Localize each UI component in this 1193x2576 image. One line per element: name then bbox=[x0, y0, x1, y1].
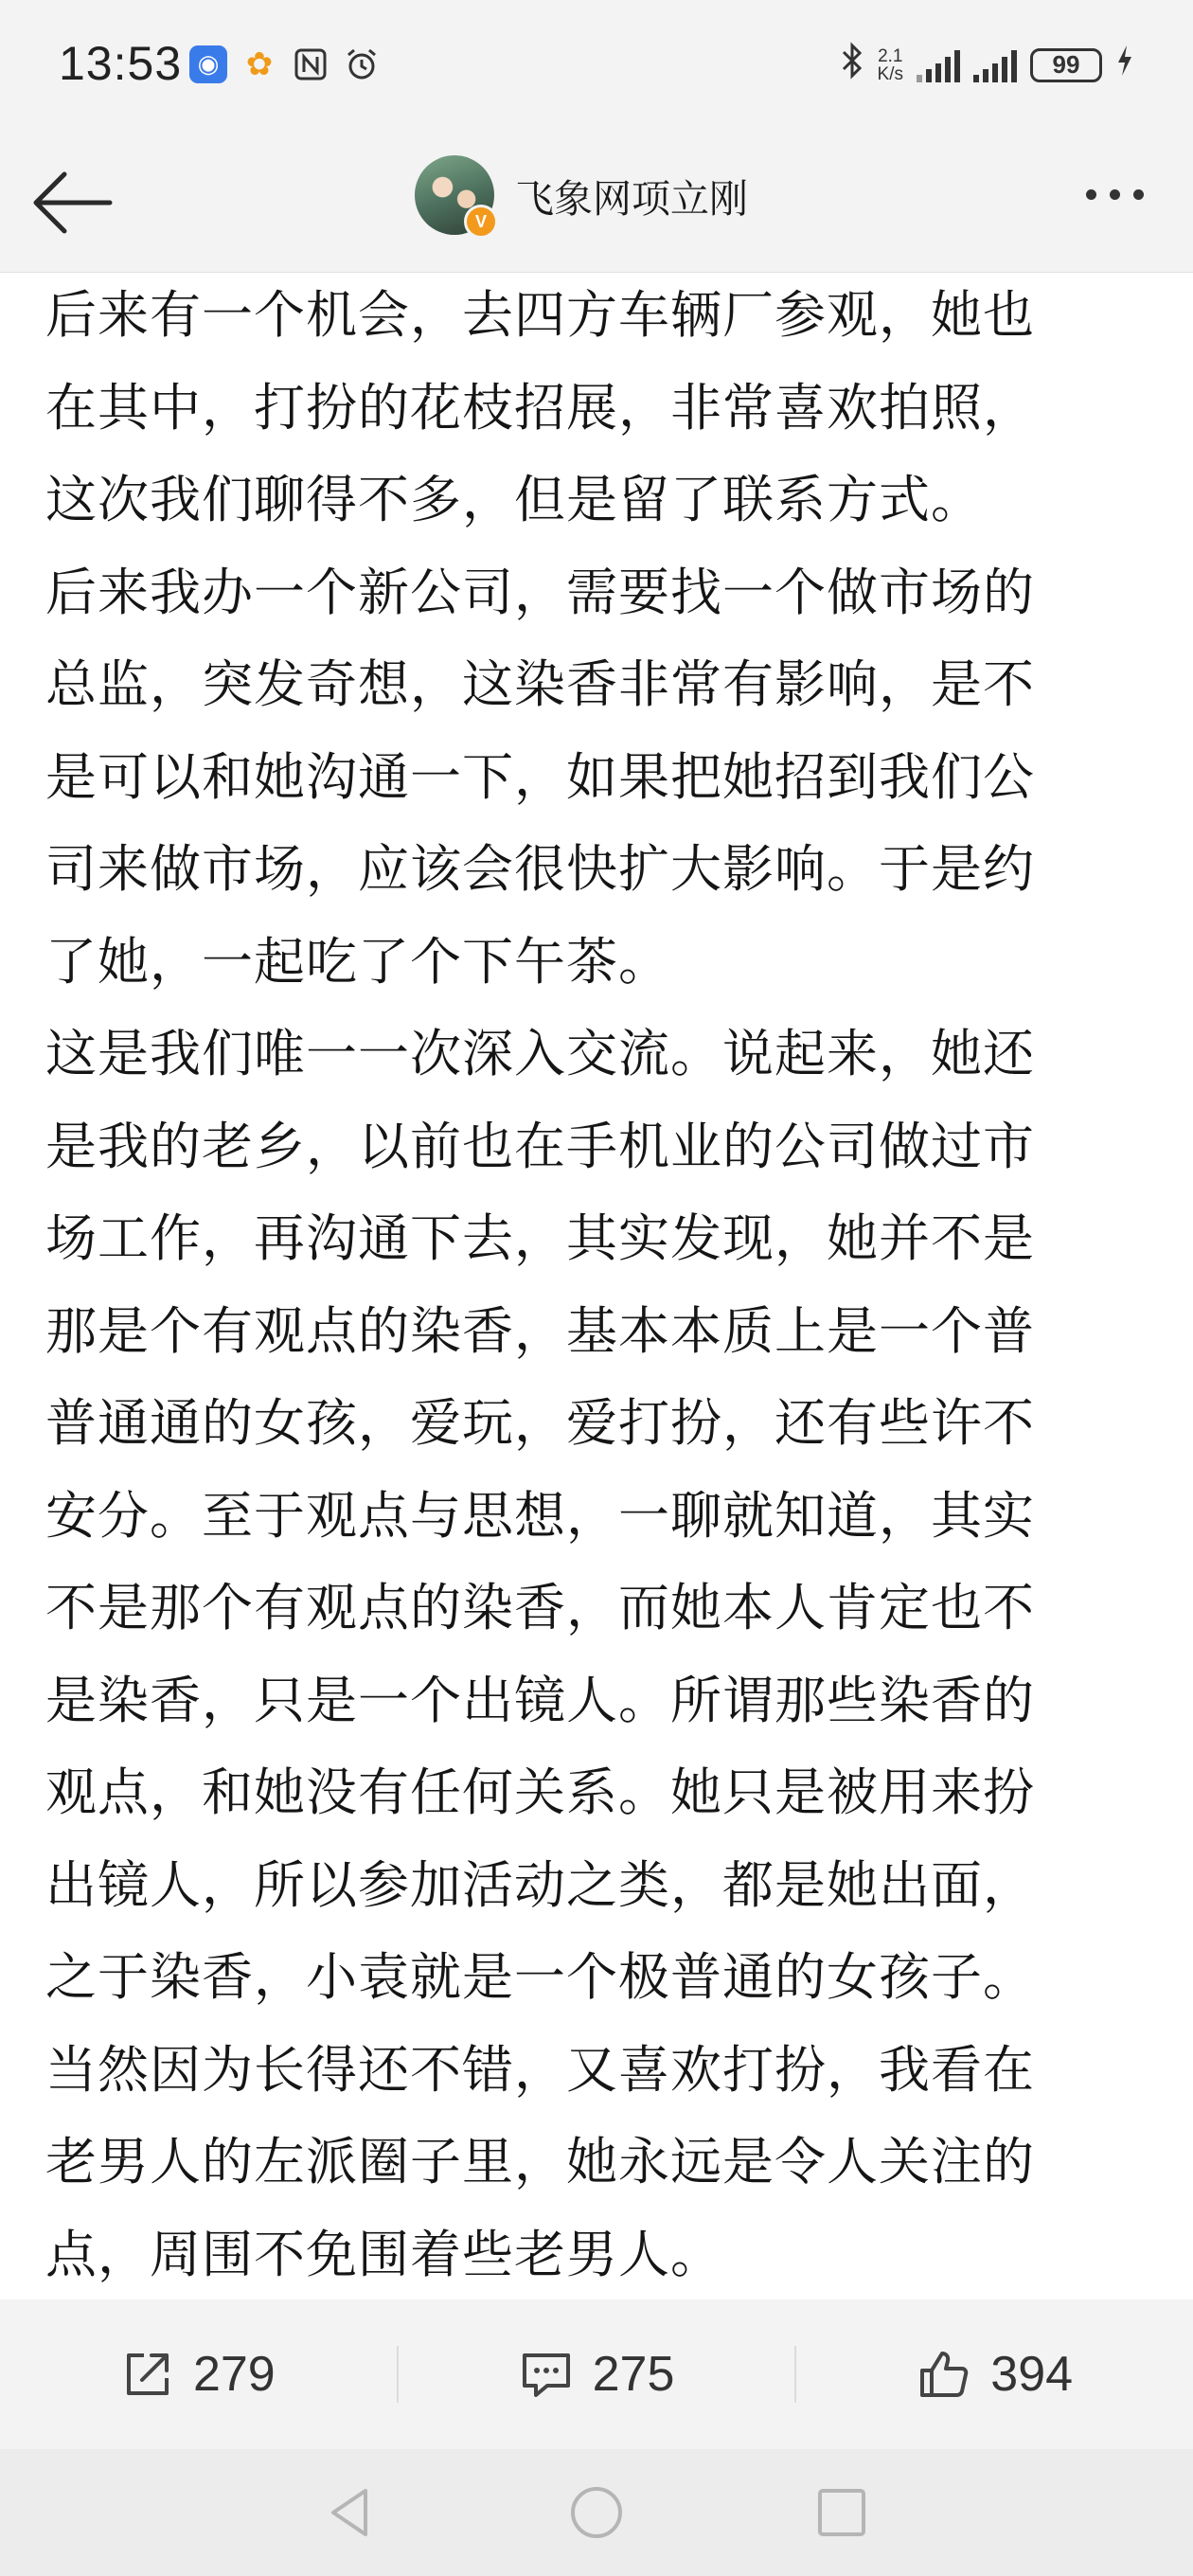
back-arrow-icon bbox=[27, 163, 117, 242]
nav-back-button[interactable] bbox=[320, 2481, 383, 2544]
article-line: 是染香，只是一个出镜人。所谓那些染香的 bbox=[45, 1670, 1035, 1730]
article-line: 当然因为长得还不错，又喜欢打扮，我看在 bbox=[45, 2039, 1035, 2100]
nav-home-button[interactable] bbox=[565, 2481, 628, 2544]
status-time: 13:53 bbox=[59, 37, 183, 90]
comment-button[interactable] bbox=[399, 2299, 795, 2449]
charging-icon bbox=[1115, 44, 1134, 86]
top-app-bar bbox=[0, 134, 1193, 273]
article-line: 后来我办一个新公司，需要找一个做市场的 bbox=[45, 562, 1035, 622]
back-button[interactable] bbox=[27, 163, 117, 242]
more-dots-icon bbox=[1086, 189, 1096, 200]
article-line: 这是我们唯一一次深入交流。说起来，她还 bbox=[45, 1024, 1035, 1083]
article-line: 这次我们聊得不多，但是留了联系方式。 bbox=[45, 470, 983, 529]
article-line: 后来有一个机会，去四方车辆厂参观，她也 bbox=[45, 285, 1035, 345]
comment-count: 275 bbox=[592, 2347, 675, 2402]
article-line: 在其中，打扮的花枝招展，非常喜欢拍照， bbox=[45, 377, 1035, 438]
net-speed-unit: K/s bbox=[877, 63, 903, 84]
article-line: 点，周围不免围着些老男人。 bbox=[45, 2224, 722, 2284]
repost-button[interactable] bbox=[0, 2299, 397, 2449]
article-line: 司来做市场，应该会很快扩大影响。于是约 bbox=[45, 839, 1035, 899]
signal-icon bbox=[917, 48, 960, 82]
thumbs-up-icon bbox=[917, 2348, 971, 2401]
more-dots-icon bbox=[1133, 189, 1144, 200]
battery-indicator: 99 bbox=[1030, 48, 1102, 82]
author-profile[interactable] bbox=[415, 155, 748, 235]
repost-count: 279 bbox=[192, 2347, 276, 2402]
system-nav-bar bbox=[0, 2449, 1193, 2576]
article-line: 不是那个有观点的染香，而她本人肯定也不 bbox=[45, 1578, 1035, 1637]
bluetooth-icon bbox=[840, 42, 864, 88]
more-options-button[interactable] bbox=[1077, 180, 1153, 209]
nav-recents-button[interactable] bbox=[810, 2481, 873, 2544]
signal-icon bbox=[973, 48, 1017, 82]
post-body bbox=[45, 269, 1155, 2286]
article-line: 安分。至于观点与思想，一聊就知道，其实 bbox=[45, 1485, 1035, 1546]
verified-badge-icon: V bbox=[464, 205, 498, 239]
article-line: 之于染香，小袁就是一个极普通的女孩子。 bbox=[45, 1947, 1035, 2007]
article-line: 是可以和她沟通一下，如果把她招到我们公 bbox=[45, 746, 1035, 807]
net-speed bbox=[878, 47, 903, 83]
circle-home-icon bbox=[565, 2481, 628, 2544]
article-line: 普通通的女孩，爱玩，爱打扮，还有些许不 bbox=[45, 1393, 1035, 1453]
more-dots-icon bbox=[1110, 189, 1120, 200]
article-line: 总监，突发奇想，这染香非常有影响，是不 bbox=[45, 654, 1035, 714]
post-action-bar bbox=[0, 2299, 1193, 2449]
article-line: 是我的老乡，以前也在手机业的公司做过市 bbox=[45, 1116, 1035, 1176]
app-blue-icon: ◉ bbox=[189, 45, 227, 83]
like-button[interactable] bbox=[796, 2299, 1193, 2449]
status-system-icons bbox=[840, 42, 1134, 88]
article-line: 场工作，再沟通下去，其实发现，她并不是 bbox=[45, 1208, 1035, 1268]
alarm-icon bbox=[343, 45, 381, 83]
orange-app-icon: ✿ bbox=[245, 45, 274, 83]
status-app-icons bbox=[189, 45, 381, 83]
nfc-icon bbox=[292, 45, 329, 83]
status-bar bbox=[0, 0, 1193, 134]
net-speed-value: 2.1 bbox=[878, 45, 903, 66]
author-name[interactable]: 飞象网项立刚 bbox=[515, 175, 748, 222]
comment-icon bbox=[519, 2348, 574, 2401]
article-line: 那是个有观点的染香，基本本质上是一个普 bbox=[45, 1300, 1035, 1361]
avatar[interactable] bbox=[415, 155, 494, 235]
article-line: 了她，一起吃了个下午茶。 bbox=[45, 931, 670, 992]
like-count: 394 bbox=[990, 2347, 1074, 2402]
square-recents-icon bbox=[810, 2481, 873, 2544]
article-line: 出镜人，所以参加活动之类，都是她出面， bbox=[45, 1854, 1035, 1915]
article-line: 观点，和她没有任何关系。她只是被用来扮 bbox=[45, 1762, 1035, 1822]
article-line: 老男人的左派圈子里，她永远是令人关注的 bbox=[45, 2132, 1035, 2191]
triangle-back-icon bbox=[320, 2481, 383, 2544]
share-icon bbox=[121, 2348, 174, 2401]
